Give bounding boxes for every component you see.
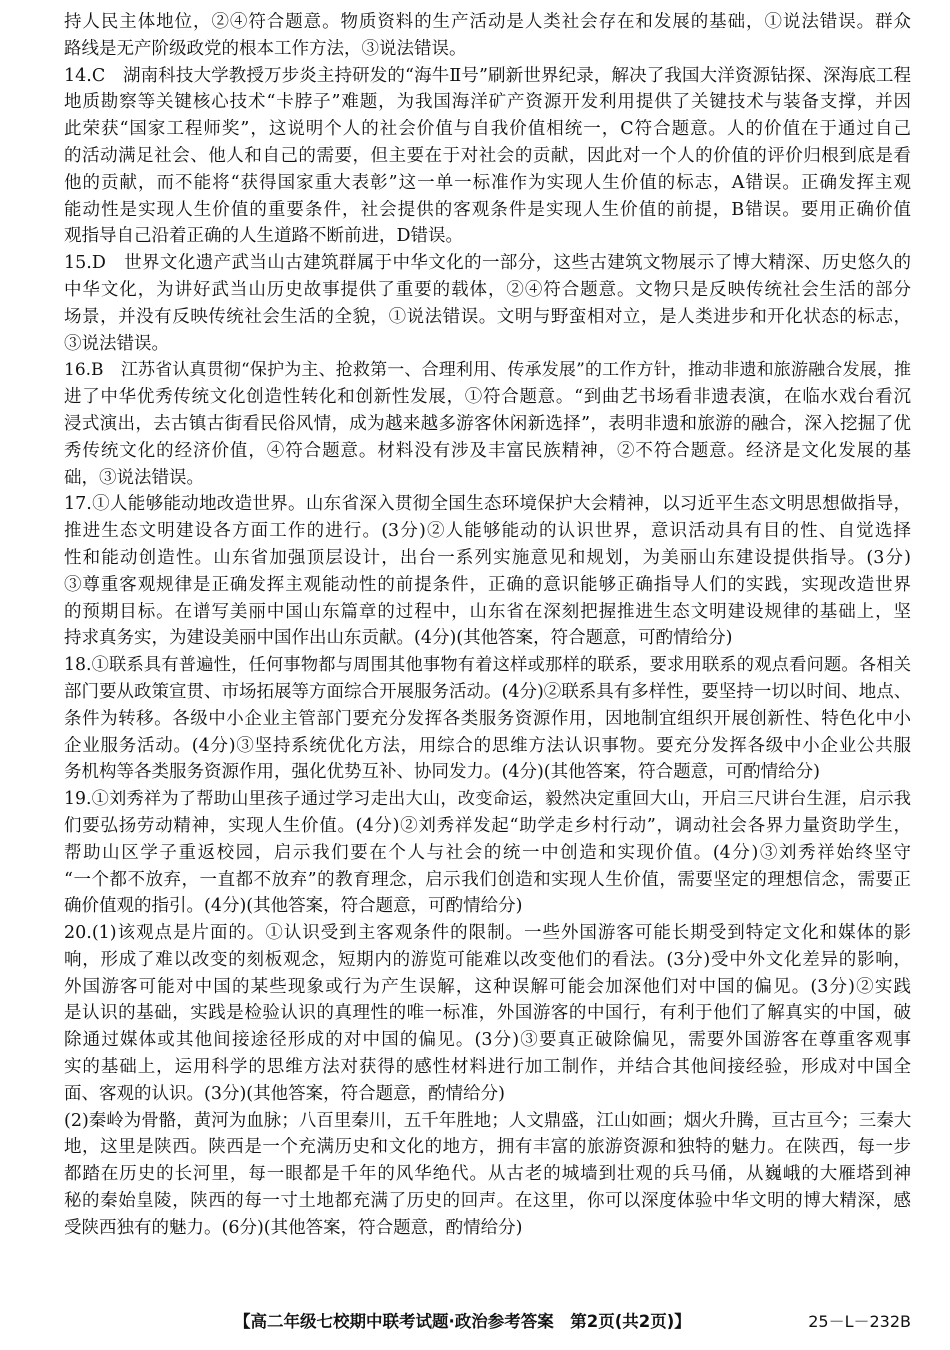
text-line: 实的基础上，运用科学的思维方法对获得的感性材料进行加工制作，并结合其他间接经验，形成对中国全 (64, 1057, 911, 1078)
text-line: 推进生态文明建设各方面工作的进行。(3分)②人能够能动的认识世界，意识活动具有目的性、自觉选择 (64, 521, 911, 542)
text-line: 观指导自己沿着正确的人生道路不断前进，D错误。 (64, 226, 464, 247)
text-line: (2)秦岭为骨骼，黄河为血脉；八百里秦川，五千年胜地；人文鼎盛，江山如画；烟火升腾，亘古亘今；三秦大 (64, 1110, 911, 1131)
text-line: 他的贡献，而不能将“获得国家重大表彰”这一单一标准作为实现人生价值的标志，A错误。正确发挥主观 (64, 172, 911, 193)
text-line: 14.C 湖南科技大学教授万步炎主持研发的“海牛Ⅱ号”刷新世界纪录，解决了我国大洋资源钻探、深海底工程 (64, 65, 911, 86)
text-line: 地质勘察等关键核心技术“卡脖子”难题，为我国海洋矿产资源开发利用提供了关键技术与装备支撑，并因 (64, 92, 911, 113)
text-line: 部门要从政策宣贯、市场拓展等方面综合开展服务活动。(4分)②联系具有多样性，要坚持一切以时间、地点、 (64, 681, 911, 702)
footer-title: 【高二年级七校期中联考试题·政治参考答案 第2页(共2页)】 (234, 1312, 691, 1331)
text-line: 20.(1)该观点是片面的。①认识受到主客观条件的限制。一些外国游客可能长期受到特定文化和媒体的影 (64, 923, 911, 944)
text-line: 响，形成了难以改变的刻板观念，短期内的游览可能难以改变他们的看法。(3分)受中外文化差异的影响， (64, 949, 911, 970)
text-line: 们要弘扬劳动精神，实现人生价值。(4分)②刘秀祥发起“助学走乡村行动”，调动社会各界力量资助学生， (64, 815, 911, 836)
text-line: 除通过媒体或其他间接途径形成的对中国的偏见。(3分)③要真正破除偏见，需要外国游客在尊重客观事 (64, 1030, 911, 1051)
text-line: 19.①刘秀祥为了帮助山里孩子通过学习走出大山，改变命运，毅然决定重回大山，开启三尺讲台生涯，启示我 (64, 789, 911, 810)
text-line: 15.D 世界文化遗产武当山古建筑群属于中华文化的一部分，这些古建筑文物展示了博大精深、历史悠久的 (64, 253, 911, 274)
document-code: 25－L－232B (808, 1312, 911, 1331)
text-line: 持人民主体地位，②④符合题意。物质资料的生产活动是人类社会存在和发展的基础，①说法错误。群众 (64, 12, 911, 32)
text-line: 企业服务活动。(4分)③坚持系统优化方法，用综合的思维方法认识事物。要充分发挥各级中小企业公共服 (64, 735, 911, 756)
text-line: 进了中华优秀传统文化创造性转化和创新性发展，①符合题意。“到曲艺书场看非遗表演，在临水戏台看沉 (64, 387, 911, 408)
text-line: 的预期目标。在谱写美丽中国山东篇章的过程中，山东省在深刻把握推进生态文明建设规律的基础上，坚 (64, 601, 911, 622)
text-line: 是认识的基础，实践是检验认识的真理性的唯一标准，外国游客的中国行，有利于他们了解真实的中国，破 (64, 1003, 911, 1024)
answer-text (64, 9, 911, 1242)
text-line: 帮助山区学子重返校园，启示我们要在个人与社会的统一中创造和实现价值。(4分)③刘秀祥始终坚守 (64, 842, 911, 863)
text-line: 能动性是实现人生价值的重要条件，社会提供的客观条件是实现人生价值的前提，B错误。要用正确价值 (64, 199, 911, 220)
text-line: ③尊重客观规律是正确发挥主观能动性的前提条件，正确的意识能够正确指导人们的实践，实现改造世界 (64, 574, 911, 595)
text-line: 持求真务实，为建设美丽中国作出山东贡献。(4分)(其他答案，符合题意，可酌情给分) (64, 628, 733, 649)
text-line: 此荣获“国家工程师奖”，这说明个人的社会价值与自我价值相统一，C符合题意。人的价值在于通过自己 (64, 119, 911, 140)
text-line: 面、客观的认识。(3分)(其他答案，符合题意，酌情给分) (64, 1083, 505, 1104)
text-line: “一个都不放弃，一直都不放弃”的教育理念，启示我们创造和实现人生价值，需要坚定的理想信念，需要正 (64, 869, 911, 890)
text-line: 17.①人能够能动地改造世界。山东省深入贯彻全国生态环境保护大会精神，以习近平生态文明思想做指导， (64, 494, 911, 515)
text-line: 础，③说法错误。 (64, 467, 204, 488)
text-line: ③说法错误。 (64, 333, 169, 354)
text-line: 场景，并没有反映传统社会生活的全貌，①说法错误。文明与野蛮相对立，是人类进步和开化状态的标志， (64, 306, 911, 327)
text-line: 18.①联系具有普遍性，任何事物都与周围其他事物有着这样或那样的联系，要求用联系的观点看问题。各相关 (64, 655, 911, 676)
text-line: 中华文化，为讲好武当山历史故事提供了重要的载体，②④符合题意。文物只是反映传统社会生活的部分 (64, 279, 911, 300)
text-line: 都踏在历史的长河里，每一眼都是千年的风华绝代。从古老的城墙到壮观的兵马俑，从巍峨的大雁塔到神 (64, 1164, 911, 1185)
text-line: 务机构等各类服务资源作用，强化优势互补、协同发力。(4分)(其他答案，符合题意，可酌情给分) (64, 762, 820, 783)
text-line: 外国游客可能对中国的某些现象或行为产生误解，这种误解可能会加深他们对中国的偏见。(3分)②实践 (64, 976, 911, 997)
text-line: 地，这里是陕西。陕西是一个充满历史和文化的地方，拥有丰富的旅游资源和独特的魅力。在陕西，每一步 (64, 1137, 911, 1158)
text-line: 路线是无产阶级政党的根本工作方法，③说法错误。 (64, 38, 467, 59)
text-line: 秘的秦始皇陵，陕西的每一寸土地都充满了历史的回声。在这里，你可以深度体验中华文明的博大精深，感 (64, 1191, 911, 1212)
text-line: 浸式演出，去古镇古街看民俗风情，成为越来越多游客休闲新选择”，表明非遗和旅游的融合，深入挖掘了优 (64, 413, 911, 434)
text-line: 条件为转移。各级中小企业主管部门要充分发挥各类服务资源作用，因地制宜组织开展创新性、特色化中小 (64, 708, 911, 729)
text-line: 受陕西独有的魅力。(6分)(其他答案，符合题意，酌情给分) (64, 1217, 523, 1238)
page-footer (64, 1307, 911, 1337)
text-line: 16.B 江苏省认真贯彻“保护为主、抢救第一、合理利用、传承发展”的工作方针，推动非遗和旅游融合发展，推 (64, 360, 911, 381)
text-line: 的活动满足社会、他人和自己的需要，但主要在于对社会的贡献，因此对一个人的价值的评价归根到底是看 (64, 145, 911, 166)
text-line: 性和能动创造性。山东省加强顶层设计，出台一系列实施意见和规划，为美丽山东建设提供指导。(3分) (64, 547, 911, 568)
text-line: 确价值观的指引。(4分)(其他答案，符合题意，可酌情给分) (64, 896, 523, 917)
text-line: 秀传统文化的经济价值，④符合题意。材料没有涉及丰富民族精神，②不符合题意。经济是文化发展的基 (64, 440, 911, 461)
